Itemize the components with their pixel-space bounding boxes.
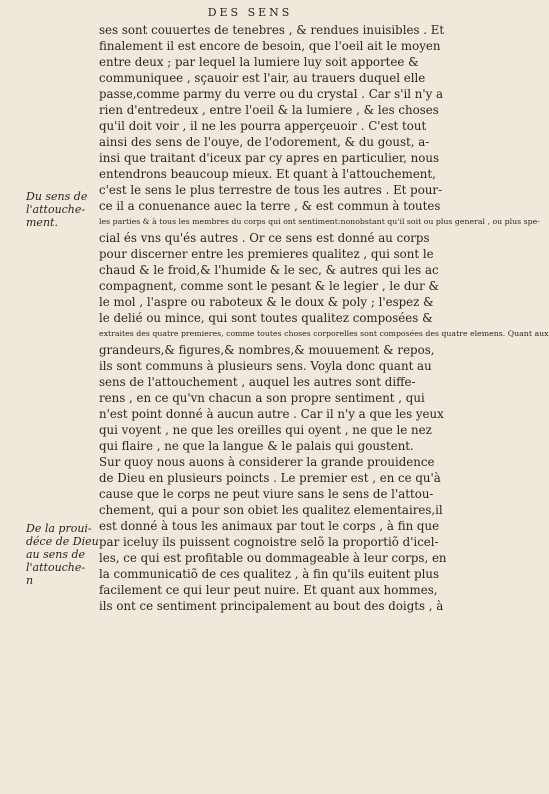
margin-note-touch — [26, 190, 100, 229]
body-line: passe,comme parmy du verre ou du crystal . Car s'il n'y a — [99, 87, 444, 101]
body-line: grandeurs,& figures,& nombres,& mouuement & repos, — [99, 343, 435, 357]
margin-note-providence — [26, 522, 100, 587]
body-line: c'est le sens le plus terrestre de tous les autres . Et pour- — [99, 183, 443, 197]
margin-note-line: l'attouche- — [26, 203, 86, 216]
margin-note-line: déce de Dieu — [26, 535, 99, 548]
body-line: le mol , l'aspre ou raboteux & le doux & poly ; l'espez & — [99, 295, 434, 309]
margin-note-line: l'attouche- — [26, 561, 86, 574]
body-line: par iceluy ils puissent cognoistre selõ la proportiõ d'icel- — [99, 535, 439, 549]
body-line: entendrons beaucoup mieux. Et quant à l'attouchement, — [99, 167, 436, 181]
body-line: extraites des quatre premieres, comme toutes choses corporelles sont composées des quatre elemens. Quant aux — [99, 329, 549, 338]
body-line: chaud & le froid,& l'humide & le sec, & autres qui les ac — [99, 263, 439, 277]
margin-note-line: au sens de — [26, 548, 86, 561]
margin-note-line: Du sens de — [26, 190, 88, 203]
body-line: qu'il doit voir , il ne les pourra apperçeuoir . C'est tout — [99, 119, 427, 133]
body-line: ils ont ce sentiment principalement au bout des doigts , à — [99, 599, 444, 613]
body-line: le delié ou mince, qui sont toutes qualitez composées & — [99, 311, 433, 325]
body-line: les parties & à tous les membres du corps qui ont sentiment:nonobstant qu'il soit ou plus general , ou plus spe- — [99, 217, 540, 226]
body-line: ainsi des sens de l'ouye, de l'odorement, & du goust, a- — [99, 135, 430, 149]
body-line: entre deux ; par lequel la lumiere luy soit apportee & — [99, 55, 419, 69]
body-line: communiquee , sçauoir est l'air, au trauers duquel elle — [99, 71, 426, 85]
body-line: compagnent, comme sont le pesant & le legier , le dur & — [99, 279, 439, 293]
body-line: sens de l'attouchement , auquel les autres sont diffe- — [99, 375, 416, 389]
body-line: chement, qui a pour son obiet les qualitez elementaires,il — [99, 503, 443, 517]
body-line: ils sont communs à plusieurs sens. Voyla donc quant au — [99, 359, 432, 373]
body-line: insi que traitant d'iceux par cy apres en particulier, nous — [99, 151, 440, 165]
body-line: ce il a conuenance auec la terre , & est commun à toutes — [99, 199, 441, 213]
body-line: la communicatiõ de ces qualitez , à fin qu'ils euitent plus — [99, 567, 440, 581]
body-line: rien d'entredeux , entre l'oeil & la lumiere , & les choses — [99, 103, 439, 117]
margin-note-line: De la proui- — [26, 522, 92, 535]
body-text — [99, 22, 549, 614]
body-line: ses sont couuertes de tenebres , & rendues inuisibles . Et — [99, 23, 445, 37]
body-line: facilement ce qui leur peut nuire. Et quant aux hommes, — [99, 583, 438, 597]
body-line: qui flaire , ne que la langue & le palais qui goustent. — [99, 439, 414, 453]
body-line: est donné à tous les animaux par tout le corps , à fin que — [99, 519, 440, 533]
body-line: n'est point donné à aucun autre . Car il n'y a que les yeux — [99, 407, 444, 421]
body-line: finalement il est encore de besoin, que l'oeil ait le moyen — [99, 39, 441, 53]
margin-note-line: n — [26, 574, 34, 587]
body-line: pour discerner entre les premieres qualitez , qui sont le — [99, 247, 434, 261]
body-line: rens , en ce qu'vn chacun a son propre sentiment , qui — [99, 391, 425, 405]
body-line: Sur quoy nous auons à considerer la grande prouidence — [99, 455, 435, 469]
body-line: de Dieu en plusieurs poincts . Le premier est , en ce qu'à — [99, 471, 441, 485]
body-line: qui voyent , ne que les oreilles qui oyent , ne que le nez — [99, 423, 432, 437]
body-line: cause que le corps ne peut viure sans le sens de l'attou- — [99, 487, 434, 501]
body-line: les, ce qui est profitable ou dommageable à leur corps, en — [99, 551, 447, 565]
running-head: DES SENS — [207, 6, 293, 19]
margin-note-line: ment. — [26, 216, 58, 229]
body-line: cial és vns qu'és autres . Or ce sens est donné au corps — [99, 231, 430, 245]
